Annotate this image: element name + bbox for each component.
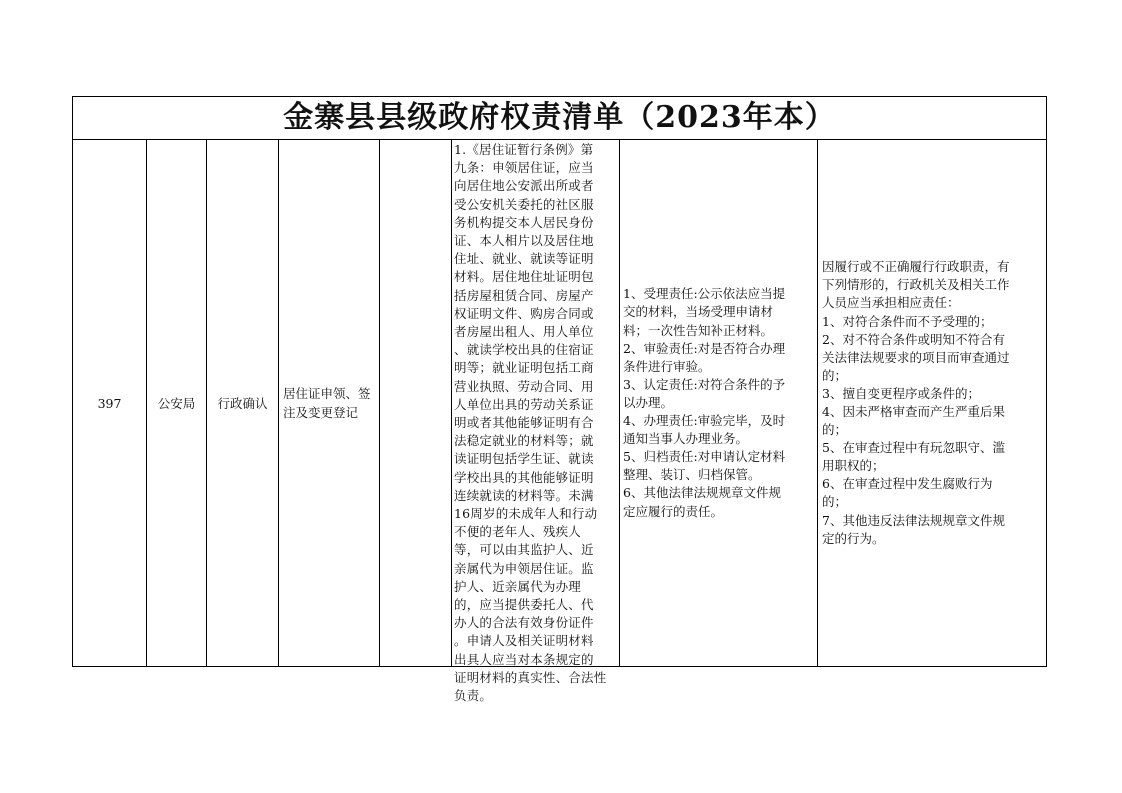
accountability-cell — [818, 140, 1048, 666]
item-number-cell — [73, 140, 147, 666]
department-cell — [147, 140, 207, 666]
accountability-text: 因履行或不正确履行行政职责，有 下列情形的，行政机关及相关工作 人员应当承担相应责任： 1、对符合条件而不予受理的； 2、对不符合条件或明知不符合有 关法律法规要求的项目而审查通过 的； 3、擅自变更程序或条件的； 4、因未严格审查而产生严重后果 的； 5、在审查过程中有玩忽职守、滥 用职权的； 6、在审查过程中发生腐败行为 的； 7、其他违反法律法规规章文件规 定的行为。 — [822, 259, 1010, 546]
legal-basis-text: 1.《居住证暂行条例》第 九条：申领居住证，应当 向居住地公安派出所或者 受公安机关委托的社区服 务机构提交本人居民身份 证、本人相片以及居住地 住址、就业、就读等证明 材料。居住地住址证明包 括房屋租赁合同、房屋产 权证明文件、购房合同或 者房屋出租人、用人单位 、就读学校出具的住宿证 明等；就业证明包括工商 营业执照、劳动合同、用 人单位出具的劳动关系证 明或者其他能够证明有合 法稳定就业的材料等；就 读证明包括学生证、就读 学校出具的其他能够证明 连续就读的材料等。未满 16周岁的未成年人和行动 不便的老年人、残疾人 等，可以由其监护人、近 亲属代为申领居住证。监 护人、近亲属代为办理 的，应当提供委托人、代 办人的合法有效身份证件 。申请人及相关证明材料 出具人应当对本条规定的 证明材料的真实性、合法性负责。 — [454, 142, 607, 704]
responsibility-cell — [620, 140, 818, 666]
sub-item-cell — [380, 140, 452, 666]
table-row — [73, 140, 1046, 704]
department-name: 公安局 — [157, 396, 196, 411]
power-type: 行政确认 — [217, 396, 268, 411]
legal-basis-cell — [452, 140, 620, 704]
item-name: 居住证申领、签注及变更登记 — [283, 386, 371, 420]
item-number: 397 — [97, 395, 122, 411]
power-type-cell — [207, 140, 279, 666]
responsibility-text: 1、受理责任:公示依法应当提 交的材料，当场受理申请材 料；一次性告知补正材料。 2、审验责任:对是否符合办理 条件进行审验。 3、认定责任:对符合条件的予 以办理。 4、办理责任:审验完毕，及时 通知当事人办理业务。 5、归档责任:对申请认定材料 整理、装订、归档保管。 6、其他法律法规规章文件规 定应履行的责任。 — [623, 286, 786, 519]
responsibility-table — [72, 96, 1047, 704]
item-name-cell — [279, 140, 380, 666]
table-title: 金寨县县级政府权责清单（2023年本） — [73, 97, 1046, 140]
